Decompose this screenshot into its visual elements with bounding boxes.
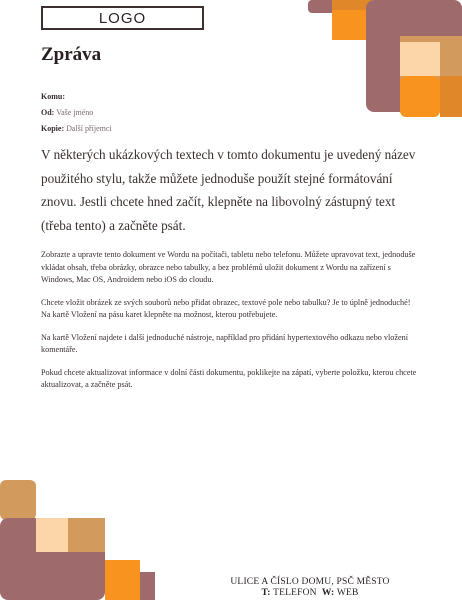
footer[interactable]	[210, 577, 410, 599]
bottom-left-decoration	[0, 480, 155, 600]
body-text	[41, 249, 421, 402]
memo-header	[41, 89, 112, 137]
page-title[interactable]: Zpráva	[41, 44, 102, 65]
from-label: Od:	[41, 108, 55, 117]
from-value[interactable]: Vaše jméno	[56, 108, 94, 117]
phone-label: T:	[261, 588, 271, 598]
logo-placeholder[interactable]: LOGO	[41, 6, 204, 30]
phone-value[interactable]: TELEFON	[273, 588, 317, 598]
cc-line[interactable]	[41, 121, 112, 137]
body-paragraph[interactable]: Pokud chcete aktualizovat informace v dolní části dokumentu, poklikejte na zápatí, vyberte položku, kterou chcete aktualizovat, a začněte psát.	[41, 367, 417, 389]
footer-contact[interactable]	[210, 588, 410, 599]
to-label: Komu:	[41, 92, 65, 101]
from-line[interactable]	[41, 105, 112, 121]
web-value[interactable]: WEB	[336, 588, 359, 598]
to-line[interactable]	[41, 89, 112, 105]
web-label: W:	[321, 588, 335, 598]
footer-address[interactable]: ULICE A ČÍSLO DOMU, PSČ MĚSTO	[230, 577, 390, 587]
intro-paragraph[interactable]: V některých ukázkových textech v tomto dokumentu je uvedený název použitého stylu, takže můžete jednoduše použít stejné formátování znovu. Jestli chcete hned začít, klepněte na libovolný zástupný text (třeba tento) a začněte psát.	[41, 147, 416, 233]
body-paragraph[interactable]: Na kartě Vložení najdete i další jednoduché nástroje, například pro přidání hypertextového odkazu nebo vložení komentáře.	[41, 332, 409, 354]
body-paragraph[interactable]: Zobrazte a upravte tento dokument ve Wordu na počítači, tabletu nebo telefonu. Můžete upravovat text, jednoduše vkládat obsah, třeba obrázky, obrazce nebo tabulky, a bez problémů uložit dokument z Wordu na zařízení s Windows, Mac OS, Androidem nebo iOS do cloudu.	[41, 250, 416, 284]
cc-label: Kopie:	[41, 124, 65, 133]
top-right-decoration	[300, 0, 462, 125]
body-paragraph[interactable]: Chcete vložit obrázek ze svých souborů nebo přidat obrazec, textové pole nebo tabulku? Je to úplně jednoduché! Na kartě Vložení na pásu karet klepněte na možnost, kterou potřebujete.	[41, 297, 411, 319]
cc-value[interactable]: Další příjemci	[66, 124, 112, 133]
